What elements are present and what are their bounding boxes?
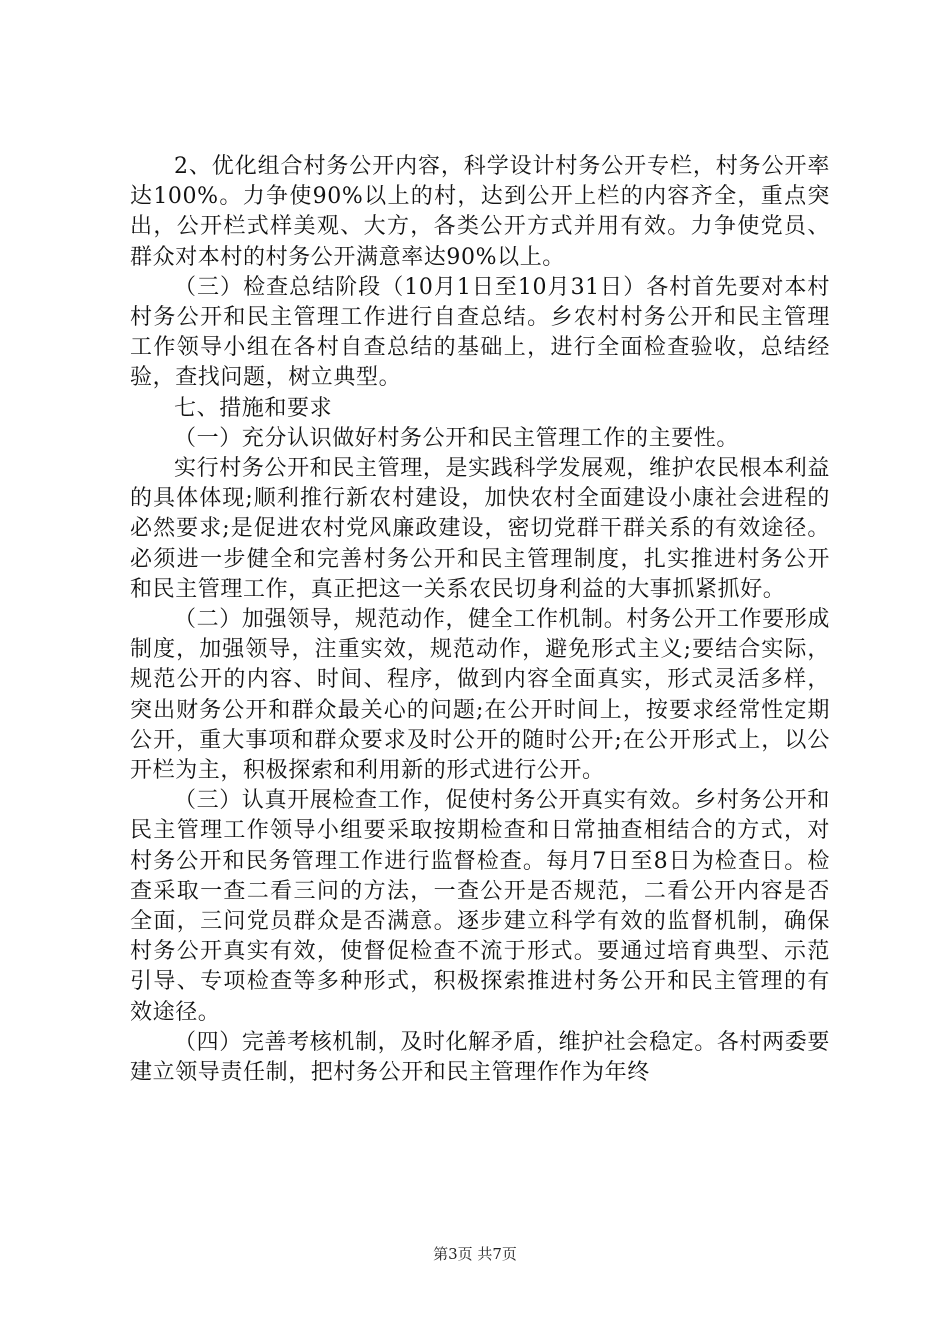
paragraph-item-4: （四）完善考核机制，及时化解矛盾，维护社会稳定。各村两委要建立领导责任制，把村务公开和民主管理作作为年终 [130,1029,830,1086]
section-heading-measures: 七、措施和要求 [174,395,333,421]
paragraph-item-3: （三）认真开展检查工作，促使村务公开真实有效。乡村务公开和民主管理工作领导小组要采取按期检查和日常抽查相结合的方式，对村务公开和民务管理工作进行监督检查。每月7日至8日为检查日。检查采取一查二看三问的方法，一查公开是否规范，二看公开内容是否全面，三问党员群众是否满意。逐步建立科学有效的监督机制，确保村务公开真实有效，使督促检查不流于形式。要通过培育典型、示范引导、专项检查等多种形式，积极探索推进村务公开和民主管理的有效途径。 [130,788,830,1025]
page-number-footer: 第3页 共7页 [433,1245,517,1263]
paragraph-village-affairs-goals: 2、优化组合村务公开内容，科学设计村务公开专栏，村务公开率达100%。力争使90%以上的村，达到公开上栏的内容齐全，重点突出，公开栏式样美观、大方，各类公开方式并用有效。力争使党员、群众对本村的村务公开满意率达90%以上。 [130,154,830,270]
paragraph-item-1-heading: （一）充分认识做好村务公开和民主管理工作的主要性。 [174,425,740,451]
paragraph-item-1-body: 实行村务公开和民主管理，是实践科学发展观，维护农民根本利益的具体体现;顺利推行新农村建设，加快农村全面建设小康社会进程的必然要求;是促进农村党风廉政建设，密切党群干群关系的有效途径。必须进一步健全和完善村务公开和民主管理制度，扎实推进村务公开和民主管理工作，真正把这一关系农民切身利益的大事抓紧抓好。 [130,456,830,602]
paragraph-item-2: （二）加强领导，规范动作，健全工作机制。村务公开工作要形成制度，加强领导，注重实效，规范动作，避免形式主义;要结合实际，规范公开的内容、时间、程序，做到内容全面真实，形式灵活多样，突出财务公开和群众最关心的问题;在公开时间上，按要求经常性定期公开，重大事项和群众要求及时公开的随时公开;在公开形式上，以公开栏为主，积极探索和利用新的形式进行公开。 [130,607,830,784]
document-body [130,152,830,1088]
paragraph-inspection-stage: （三）检查总结阶段（10月1日至10月31日）各村首先要对本村村务公开和民主管理工作进行自查总结。乡农村村务公开和民主管理工作领导小组在各村自查总结的基础上，进行全面检查验收，总结经验，查找问题，树立典型。 [130,274,830,391]
